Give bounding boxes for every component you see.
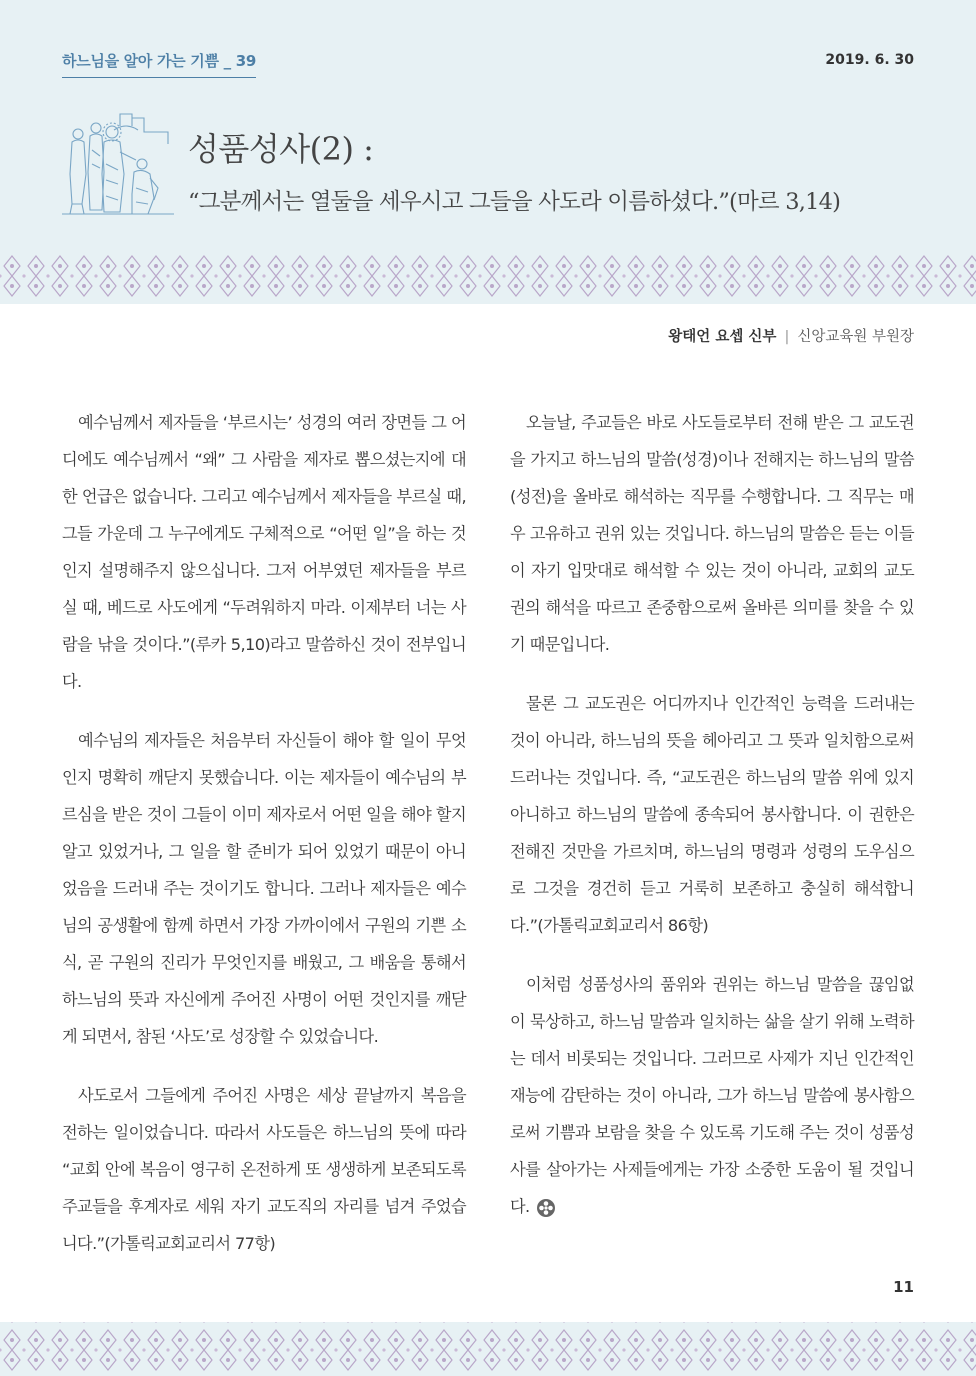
paragraph-last (510, 966, 914, 1225)
end-mark-icon (536, 1198, 556, 1218)
author-role: 신앙교육원 부원장 (797, 329, 914, 345)
author-name: 왕태언 요셉 신부 (668, 329, 777, 345)
page-header (0, 0, 976, 304)
decorative-border-pattern-bottom (0, 1322, 976, 1376)
author-byline (668, 325, 914, 346)
page-subtitle: “그분께서는 열둘을 세우시고 그들을 사도라 이름하셨다.”(마르 3,14) (188, 189, 841, 215)
byline-separator: | (784, 329, 790, 345)
paragraph-text: 이처럼 성품성사의 품위와 권위는 하느님 말씀을 끊임없이 묵상하고, 하느님 말씀과 일치하는 삶을 살기 위해 노력하는 데서 비롯되는 것입니다. 그러므로 사제가 지닌 인간적인 재능에 감탄하는 것이 아니라, 그가 하느님 말씀에 봉사함으로써 기쁨과 보람을 찾을 수 있도록 기도해 주는 것이 성품성사를 살아가는 사제들에게는 가장 소중한 도움이 될 것입니다. (510, 975, 914, 1216)
paragraph: 물론 그 교도권은 어디까지나 인간적인 능력을 드러내는 것이 아니라, 하느님의 뜻을 헤아리고 그 뜻과 일치함으로써 드러나는 것입니다. 즉, “교도권은 하느님의 말씀 위에 있지 아니하고 하느님의 말씀에 종속되어 봉사합니다. 이 권한은 전해진 것만을 가르치며, 하느님의 명령과 성령의 도우심으로 그것을 경건히 듣고 거룩히 보존하고 충실히 해석합니다.”(가톨릭교회교리서 86항) (510, 694, 914, 935)
body-column-right (510, 404, 914, 1247)
apostles-illustration-icon (58, 104, 178, 224)
paragraph: 사도로서 그들에게 주어진 사명은 세상 끝날까지 복음을 전하는 일이었습니다. 따라서 사도들은 하느님의 뜻에 따라 “교회 안에 복음이 영구히 온전하게 또 생생하게 보존되도록 주교들을 후계자로 세워 자기 교도직의 자리를 넘겨 주었습니다.”(가톨릭교회교리서 77항) (62, 1086, 466, 1253)
series-title: 하느님을 알아 가는 기쁨 _ 39 (62, 50, 256, 78)
page-title: 성품성사(2) : (188, 130, 374, 168)
decorative-border-pattern (0, 252, 976, 300)
paragraph: 오늘날, 주교들은 바로 사도들로부터 전해 받은 그 교도권을 가지고 하느님의 말씀(성경)이나 전해지는 하느님의 말씀(성전)을 올바로 해석하는 직무를 수행합니다. 그 직무는 매우 고유하고 권위 있는 것입니다. 하느님의 말씀은 듣는 이들이 자기 입맛대로 해석할 수 있는 것이 아니라, 교회의 교도권의 해석을 따르고 존중함으로써 올바른 의미를 찾을 수 있기 때문입니다. (510, 413, 914, 654)
page-number: 11 (893, 1278, 914, 1296)
body-column-left (62, 404, 466, 1284)
paragraph: 예수님의 제자들은 처음부터 자신들이 해야 할 일이 무엇인지 명확히 깨닫지 못했습니다. 이는 제자들이 예수님의 부르심을 받은 것이 그들이 이미 제자로서 어떤 일을 해야 할지 알고 있었거나, 그 일을 할 준비가 되어 있었기 때문이 아니었음을 드러내 주는 것이기도 합니다. 그러나 제자들은 예수님의 공생활에 함께 하면서 가장 가까이에서 구원의 기쁜 소식, 곧 구원의 진리가 무엇인지를 배웠고, 그 배움을 통해서 하느님의 뜻과 자신에게 주어진 사명이 어떤 것인지를 깨닫게 되면서, 참된 ‘사도’로 성장할 수 있었습니다. (62, 731, 466, 1046)
paragraph: 예수님께서 제자들을 ‘부르시는’ 성경의 여러 장면들 그 어디에도 예수님께서 “왜” 그 사람을 제자로 뽑으셨는지에 대한 언급은 없습니다. 그리고 예수님께서 제자들을 부르실 때, 그들 가운데 그 누구에게도 구체적으로 “어떤 일”을 하는 것인지 설명해주지 않으십니다. 그저 어부였던 제자들을 부르실 때, 베드로 사도에게 “두려워하지 마라. 이제부터 너는 사람을 낚을 것이다.”(루카 5,10)라고 말씀하신 것이 전부입니다. (62, 413, 466, 691)
issue-date: 2019. 6. 30 (825, 52, 914, 68)
